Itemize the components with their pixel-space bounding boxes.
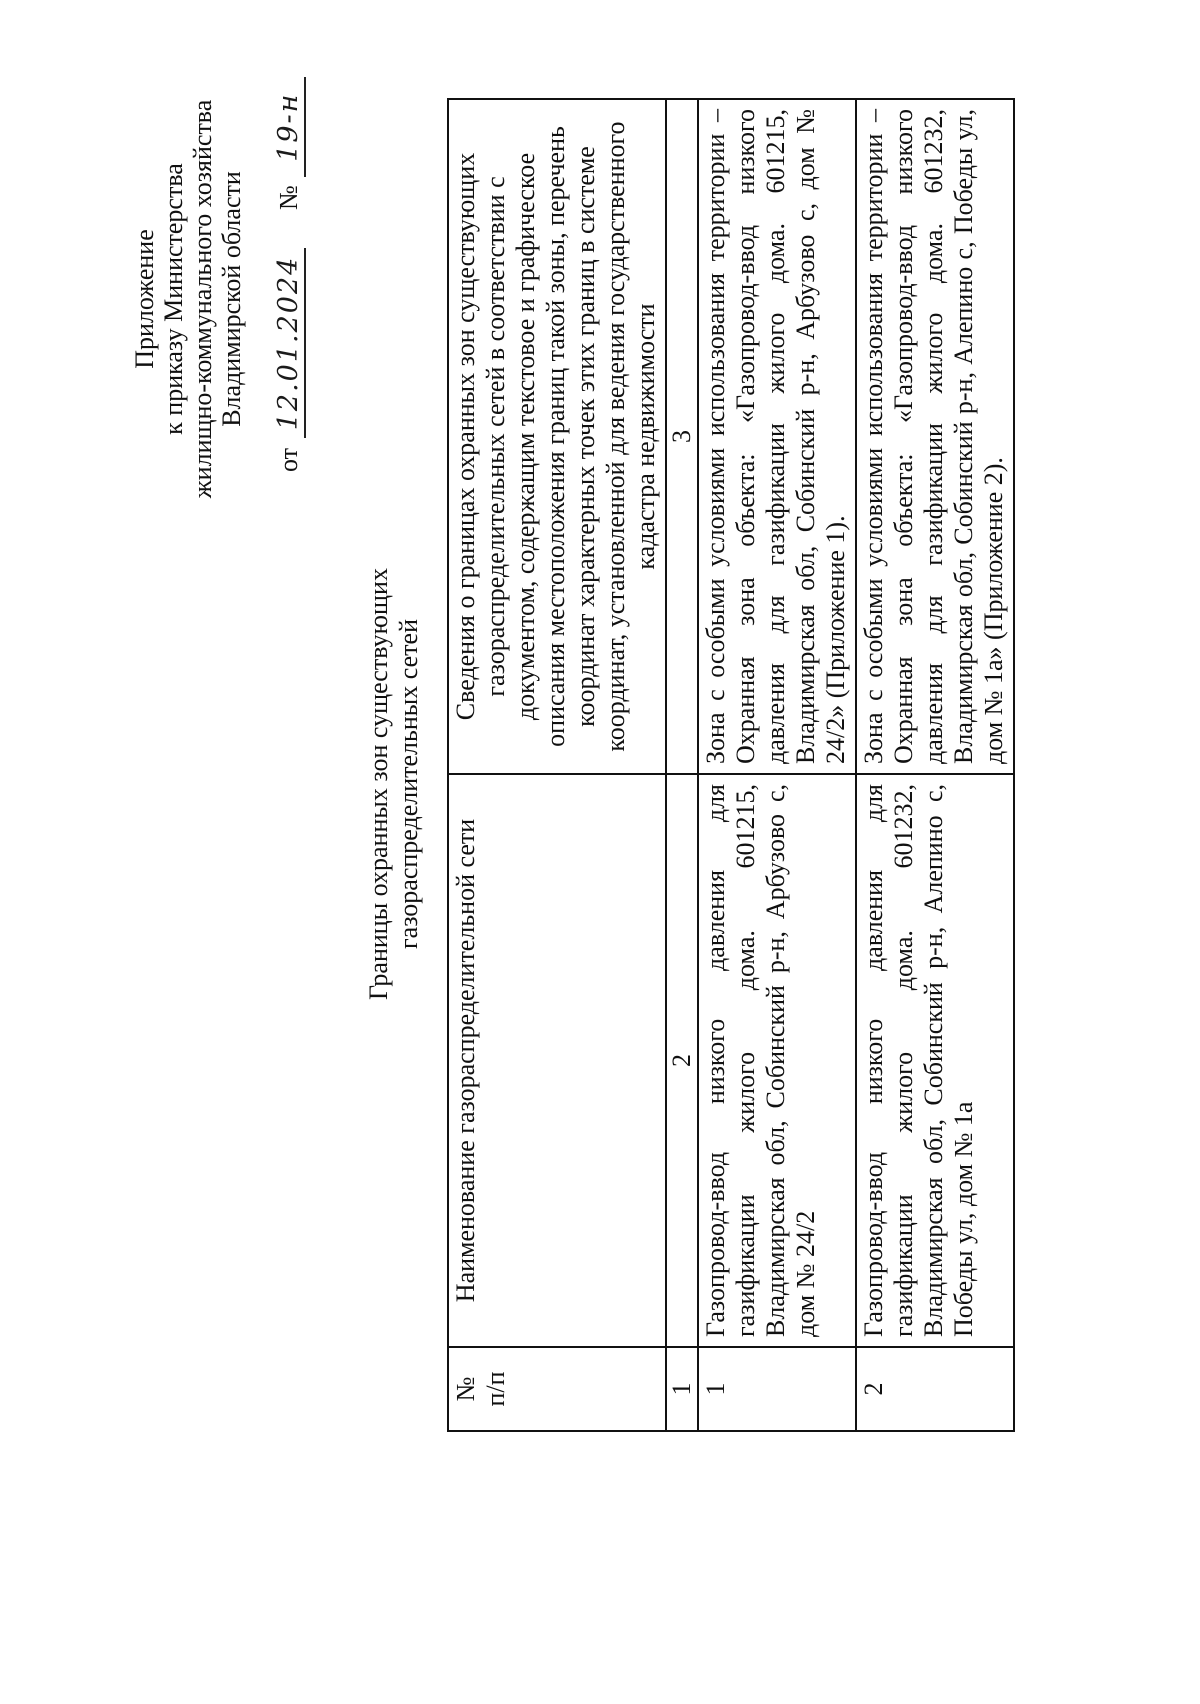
order-date-field [274, 248, 306, 438]
cell-network-name: Газопровод-ввод низкого давления для газификации жилого дома. 601232, Владимирская обл, Собинский р-н, Алепино с, Победы ул, дом № 1а [856, 774, 1014, 1347]
order-number-sign: № [274, 185, 303, 210]
order-number-field [274, 77, 306, 177]
annex-region-line: Владимирской области [217, 171, 246, 427]
column-number-cell: 2 [666, 774, 698, 1347]
title-line: газораспределительных сетей [394, 619, 423, 950]
table-row [698, 99, 856, 1431]
annex-heading-line: Приложение [130, 229, 159, 369]
protection-zones-table [447, 98, 1015, 1432]
table-header-row [448, 99, 666, 1431]
header-cell-network-name: Наименование газораспределительной сети [448, 774, 666, 1347]
header-number-label: № п/п [451, 1371, 510, 1407]
order-reference [272, 77, 306, 472]
title-line: Границы охранных зон существующих [364, 568, 393, 1000]
annex-ministry-line: жилищно-коммунального хозяйства [188, 99, 217, 499]
order-date-prefix: от [274, 447, 303, 472]
document-title [364, 464, 424, 1104]
header-cell-number [448, 1347, 666, 1431]
cell-zone-info: Зона с особыми условиями использования территории – Охранная зона объекта: «Газопровод-ввод низкого давления для газификации жилого дома. 601232, Владимирская обл, Собинский р-н, Алепино с, Победы ул, дом № 1а» (Приложение 2). [856, 99, 1014, 774]
order-number-handwritten: 19-н [273, 92, 304, 162]
table-row [856, 99, 1014, 1431]
cell-zone-info: Зона с особыми условиями использования территории – Охранная зона объекта: «Газопровод-ввод низкого давления для газификации жилого дома. 601215, Владимирская обл, Собинский р-н, Арбузово с, дом № 24/2» (Приложение 1). [698, 99, 856, 774]
cell-network-name: Газопровод-ввод низкого давления для газификации жилого дома. 601215, Владимирская обл, Собинский р-н, Арбузово с, дом № 24/2 [698, 774, 856, 1347]
column-number-row [666, 99, 698, 1431]
annex-block [130, 79, 246, 519]
header-cell-zone-info: Сведения о границах охранных зон существующих газораспределительных сетей в соответствии с документом, содержащим текстовое и графическое описания местоположения границ такой зоны, перечень координат характерных точек этих границ в системе координат, установленной для ведения государственного кадастра недвижимости [448, 99, 666, 774]
column-number-cell: 3 [666, 99, 698, 774]
cell-row-number: 1 [698, 1347, 856, 1431]
annex-order-line: к приказу Министерства [159, 163, 188, 435]
order-date-handwritten: 12.01.2024 [273, 255, 304, 431]
cell-row-number: 2 [856, 1347, 1014, 1431]
column-number-cell: 1 [666, 1347, 698, 1431]
